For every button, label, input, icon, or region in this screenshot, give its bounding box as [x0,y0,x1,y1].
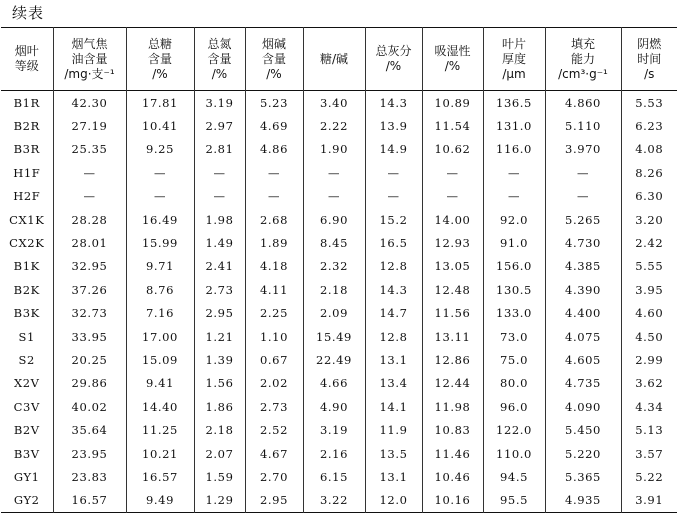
value-cell: 5.220 [545,442,621,465]
value-cell: 2.95 [245,489,303,513]
column-header-line: /mg·支⁻¹ [64,66,115,81]
grade-cell: C3V [13,399,40,414]
value-cell: 14.7 [365,302,422,325]
column-header [53,28,126,91]
value-cell: 5.22 [621,465,677,488]
column-header-line: 含量 [147,51,172,66]
value-cell: 1.90 [303,138,365,161]
value-cell: — [245,161,303,184]
value-cell: — [303,185,365,208]
value-cell: 4.67 [245,442,303,465]
table-row [1,302,677,325]
value-cell: — [194,185,245,208]
value-cell: 5.23 [245,91,303,115]
value-cell: 11.54 [422,114,483,137]
grade-cell: GY1 [13,469,40,484]
value-cell: 12.86 [422,348,483,371]
value-cell: 3.57 [621,442,677,465]
value-cell: 1.29 [194,489,245,513]
grade-cell: B3K [13,306,40,321]
table-body [1,91,677,513]
value-cell: 95.5 [483,489,545,513]
column-header-line: /% [444,59,461,73]
value-cell: 11.98 [422,395,483,418]
value-cell: 15.2 [365,208,422,231]
column-header-line: 时间 [637,51,662,66]
value-cell: 133.0 [483,302,545,325]
table-row [1,91,677,115]
value-cell: 12.8 [365,255,422,278]
value-cell: 4.730 [545,231,621,254]
value-cell: 11.56 [422,302,483,325]
value-cell: 4.69 [245,114,303,137]
value-cell: 17.00 [126,325,194,348]
column-header-line: 总糖 [147,36,172,51]
value-cell: 10.62 [422,138,483,161]
value-cell: 13.4 [365,372,422,395]
value-cell: 15.99 [126,231,194,254]
value-cell: 12.0 [365,489,422,513]
value-cell: 3.95 [621,278,677,301]
value-cell: 16.49 [126,208,194,231]
value-cell: — [365,161,422,184]
value-cell: 1.98 [194,208,245,231]
value-cell: 1.10 [245,325,303,348]
value-cell: 2.70 [245,465,303,488]
value-cell: 14.1 [365,395,422,418]
value-cell: 4.08 [621,138,677,161]
value-cell: 14.3 [365,278,422,301]
grade-cell: S2 [18,352,35,367]
value-cell: — [126,185,194,208]
value-cell: 6.15 [303,465,365,488]
value-cell: — [53,185,126,208]
column-header-line: 等级 [14,59,39,73]
value-cell: 20.25 [53,348,126,371]
table-row [1,418,677,441]
value-cell: — [545,185,621,208]
column-header-line: /cm³·g⁻¹ [558,66,608,81]
value-cell: 4.11 [245,278,303,301]
value-cell: 14.00 [422,208,483,231]
value-cell: 12.48 [422,278,483,301]
column-header-line: 填充 [570,36,595,51]
value-cell: 8.76 [126,278,194,301]
value-cell: 3.20 [621,208,677,231]
column-header-line: 油含量 [71,51,108,66]
column-header-line: 叶片 [501,36,526,51]
value-cell: 5.450 [545,418,621,441]
value-cell: 14.9 [365,138,422,161]
value-cell: 28.28 [53,208,126,231]
column-header [1,28,53,91]
value-cell: 2.99 [621,348,677,371]
grade-cell: GY2 [13,493,40,508]
column-header-line: 总灰分 [375,44,412,58]
value-cell: 80.0 [483,372,545,395]
value-cell: 91.0 [483,231,545,254]
value-cell: — [483,161,545,184]
value-cell: 2.97 [194,114,245,137]
value-cell: — [422,185,483,208]
column-header-line: 糖/碱 [319,51,349,66]
value-cell: 5.265 [545,208,621,231]
value-cell: 10.89 [422,91,483,115]
value-cell: — [365,185,422,208]
value-cell: 23.95 [53,442,126,465]
table-row [1,372,677,395]
value-cell: 5.53 [621,91,677,115]
tobacco-data-table [1,27,677,513]
value-cell: 0.67 [245,348,303,371]
value-cell: 12.8 [365,325,422,348]
value-cell: 116.0 [483,138,545,161]
value-cell: 3.62 [621,372,677,395]
value-cell: 6.23 [621,114,677,137]
value-cell: 7.16 [126,302,194,325]
column-header-line: /s [644,66,655,81]
value-cell: 2.73 [245,395,303,418]
value-cell: 136.5 [483,91,545,115]
column-header-line: 吸湿性 [434,44,471,58]
column-header [422,28,483,91]
grade-cell: B2V [13,423,40,438]
table-row [1,185,677,208]
value-cell: — [126,161,194,184]
column-header-line: 含量 [207,51,232,66]
value-cell: 4.50 [621,325,677,348]
value-cell: 4.090 [545,395,621,418]
value-cell: 4.385 [545,255,621,278]
value-cell: 131.0 [483,114,545,137]
value-cell: 2.73 [194,278,245,301]
value-cell: 8.45 [303,231,365,254]
table-row [1,231,677,254]
value-cell: 5.13 [621,418,677,441]
value-cell: 14.3 [365,91,422,115]
table-row [1,325,677,348]
value-cell: 4.075 [545,325,621,348]
value-cell: 11.25 [126,418,194,441]
value-cell: 6.90 [303,208,365,231]
value-cell: 96.0 [483,395,545,418]
header-row [1,28,677,91]
value-cell: 9.49 [126,489,194,513]
grade-cell: B2R [13,119,40,134]
grade-cell: B1K [13,259,40,274]
value-cell: 12.44 [422,372,483,395]
grade-cell: B1R [13,95,40,110]
value-cell: — [545,161,621,184]
value-cell: 28.01 [53,231,126,254]
table-row [1,348,677,371]
value-cell: 1.56 [194,372,245,395]
value-cell: 4.935 [545,489,621,513]
value-cell: 2.32 [303,255,365,278]
value-cell: 75.0 [483,348,545,371]
value-cell: 27.19 [53,114,126,137]
value-cell: 25.35 [53,138,126,161]
grade-cell: B2K [13,282,40,297]
value-cell: 4.90 [303,395,365,418]
value-cell: 2.16 [303,442,365,465]
column-header-line: 烟气焦 [71,36,108,51]
grade-cell: B3R [13,142,40,157]
value-cell: 8.26 [621,161,677,184]
column-header [545,28,621,91]
value-cell: 2.18 [194,418,245,441]
value-cell: — [194,161,245,184]
value-cell: 5.55 [621,255,677,278]
value-cell: 10.41 [126,114,194,137]
value-cell: 5.110 [545,114,621,137]
value-cell: 40.02 [53,395,126,418]
grade-cell: CX1K [9,212,45,227]
value-cell: 4.86 [245,138,303,161]
value-cell: 17.81 [126,91,194,115]
value-cell: 16.57 [53,489,126,513]
value-cell: 11.46 [422,442,483,465]
value-cell: 1.59 [194,465,245,488]
column-header-line: 阴燃 [637,36,662,51]
value-cell: 2.09 [303,302,365,325]
value-cell: 15.49 [303,325,365,348]
value-cell: 16.5 [365,231,422,254]
value-cell: 13.05 [422,255,483,278]
value-cell: 156.0 [483,255,545,278]
table-row [1,465,677,488]
value-cell: 2.07 [194,442,245,465]
column-header [245,28,303,91]
table-row [1,489,677,513]
table-row [1,138,677,161]
value-cell: 4.605 [545,348,621,371]
value-cell: — [422,161,483,184]
column-header-line: 厚度 [501,51,526,66]
column-header-line: 烟碱 [261,36,286,51]
column-header-line: /% [385,59,402,73]
table-row [1,114,677,137]
value-cell: 13.9 [365,114,422,137]
value-cell: 3.19 [194,91,245,115]
column-header-line: /% [152,66,168,81]
value-cell: 1.89 [245,231,303,254]
table-row [1,278,677,301]
grade-cell: X2V [13,376,40,391]
table-row [1,161,677,184]
value-cell: 1.86 [194,395,245,418]
value-cell: 4.34 [621,395,677,418]
value-cell: 4.18 [245,255,303,278]
column-header-line: 烟叶 [14,44,39,58]
value-cell: — [303,161,365,184]
value-cell: 9.25 [126,138,194,161]
value-cell: 1.39 [194,348,245,371]
value-cell: 22.49 [303,348,365,371]
value-cell: 122.0 [483,418,545,441]
value-cell: 11.9 [365,418,422,441]
value-cell: 9.41 [126,372,194,395]
value-cell: 16.57 [126,465,194,488]
value-cell: 23.83 [53,465,126,488]
value-cell: 13.1 [365,465,422,488]
value-cell: 3.970 [545,138,621,161]
value-cell: 32.95 [53,255,126,278]
value-cell: 94.5 [483,465,545,488]
grade-cell: H1F [13,165,41,180]
value-cell: 1.49 [194,231,245,254]
value-cell: 3.40 [303,91,365,115]
value-cell: 42.30 [53,91,126,115]
column-header [483,28,545,91]
value-cell: 10.46 [422,465,483,488]
value-cell: 4.390 [545,278,621,301]
value-cell: 14.40 [126,395,194,418]
value-cell: 13.1 [365,348,422,371]
table-row [1,395,677,418]
column-header [303,28,365,91]
value-cell: 2.41 [194,255,245,278]
column-header-line: 含量 [261,51,286,66]
column-header-line: /% [211,66,228,81]
value-cell: 2.22 [303,114,365,137]
value-cell: 13.5 [365,442,422,465]
value-cell: 13.11 [422,325,483,348]
value-cell: 4.66 [303,372,365,395]
value-cell: 4.60 [621,302,677,325]
value-cell: — [245,185,303,208]
value-cell: 1.21 [194,325,245,348]
column-header [365,28,422,91]
value-cell: 4.860 [545,91,621,115]
value-cell: 10.21 [126,442,194,465]
value-cell: 3.22 [303,489,365,513]
column-header-line: /μm [502,66,526,81]
grade-cell: CX2K [9,236,45,251]
table-row [1,255,677,278]
value-cell: 10.83 [422,418,483,441]
column-header-line: 总氮 [207,36,232,51]
value-cell: 2.42 [621,231,677,254]
value-cell: 3.91 [621,489,677,513]
value-cell: 15.09 [126,348,194,371]
value-cell: 35.64 [53,418,126,441]
grade-cell: S1 [18,329,35,344]
value-cell: 4.400 [545,302,621,325]
value-cell: 33.95 [53,325,126,348]
column-header [194,28,245,91]
value-cell: 2.52 [245,418,303,441]
value-cell: 2.02 [245,372,303,395]
value-cell: 130.5 [483,278,545,301]
value-cell: 6.30 [621,185,677,208]
value-cell: 3.19 [303,418,365,441]
value-cell: 2.81 [194,138,245,161]
column-header-line: 能力 [570,51,595,66]
value-cell: 10.16 [422,489,483,513]
value-cell: 12.93 [422,231,483,254]
value-cell: 2.25 [245,302,303,325]
value-cell: 73.0 [483,325,545,348]
value-cell: 9.71 [126,255,194,278]
value-cell: 2.18 [303,278,365,301]
value-cell: 32.73 [53,302,126,325]
value-cell: — [53,161,126,184]
value-cell: 37.26 [53,278,126,301]
column-header [126,28,194,91]
grade-cell: B3V [13,446,40,461]
value-cell: 5.365 [545,465,621,488]
value-cell: 110.0 [483,442,545,465]
table-row [1,442,677,465]
table-row [1,208,677,231]
column-header-line: /% [266,66,282,81]
value-cell: 92.0 [483,208,545,231]
value-cell: 2.68 [245,208,303,231]
table-caption: 续表 [12,4,45,22]
grade-cell: H2F [13,189,41,204]
value-cell: — [483,185,545,208]
column-header [621,28,677,91]
value-cell: 2.95 [194,302,245,325]
value-cell: 29.86 [53,372,126,395]
value-cell: 4.735 [545,372,621,395]
